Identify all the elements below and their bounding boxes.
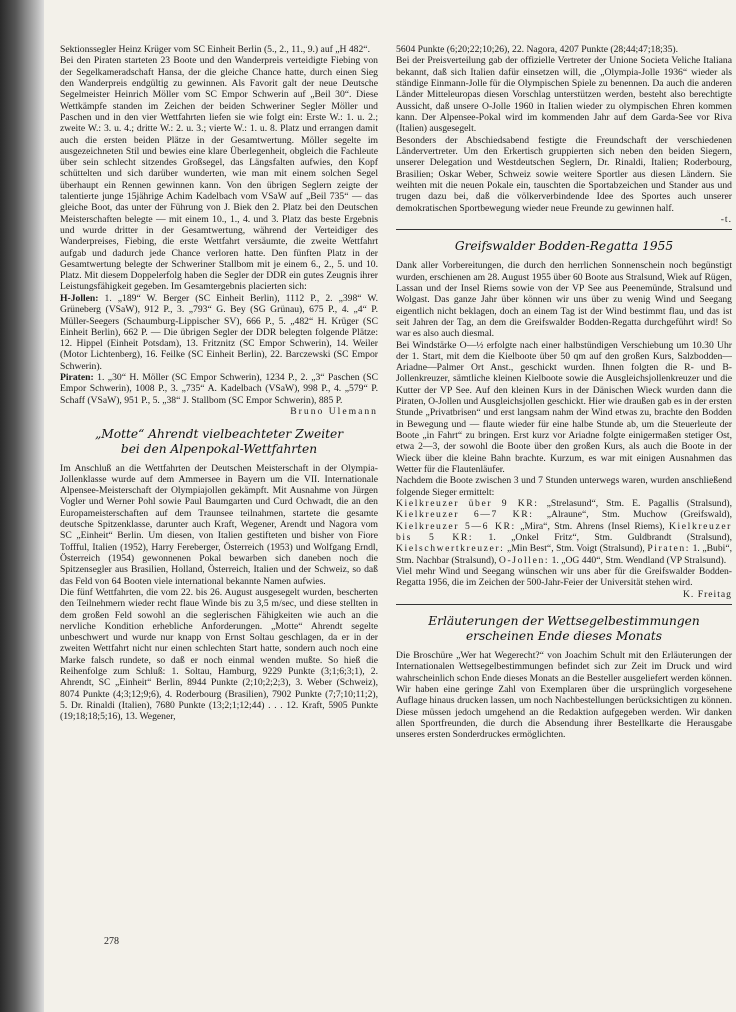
book-spine-shadow xyxy=(0,0,44,1012)
winners-list xyxy=(396,498,732,566)
winner-text: 1. „Onkel Fritz“, Stm. Guldbrandt (Stralsund), xyxy=(473,532,732,543)
winner-text: 1. „Bubi“, Stm. Nachbar (Stralsund), xyxy=(396,543,732,566)
class-label: Kielkreuzer über 9 KR: xyxy=(396,498,539,510)
author-signature: -t. xyxy=(720,214,732,226)
paragraph: Nachdem die Boote zwischen 3 und 7 Stunden unterwegs waren, wurden anschließend folgende Sieger ermittelt: xyxy=(396,475,732,498)
results-text: 1. „30“ H. Möller (SC Empor Schwerin), 1234 P., 2. „3“ Paschen (SC Empor Schwerin), 1008 P., 3. „735“ A. Kadelbach (VSaW), 998 P., 4. „579“ P. Schaff (VSaW), 951 P., 5. „38“ J. Stallbom (SC Empor Schwerin), 885 P. xyxy=(60,372,378,406)
results-piraten xyxy=(60,372,378,406)
article-heading-greifswald: Greifswalder Bodden-Regatta 1955 xyxy=(454,239,674,254)
paragraph: Bei den Piraten starteten 23 Boote und den Wanderpreis verteidigte Fiebing von der Segelkameradschaft Hansa, der die gleiche Chance hatte, durch einen Sieg den Wanderpreis endgültig zu gewinnen. Als Favorit galt der neue Deutsche Segelmeister Heinrich Möller vom SC Empor Schwerin auf „Beil 30“. Diese Wettkämpfe standen im Zeichen der beiden Schweriner Segler Möller und Paschen und in den vier Wettfahrten liefen sie wie folgt ein: Erste W.: 1. u. 2.; zweite W.: 3. u. 4.; dritte W.: 2. u. 3.; vierte W.: 1. u. 8. Platz und errangen damit auch die ersten beiden Plätze in der Gesamtwertung. Möller segelte im ausgezeichneten Stil und bewies eine klare Überlegenheit, obgleich die Fachleute über sein schlecht sitzendes Großsegel, das Längsfalten aufwies, den Kopf schüttelten und sich darüber wunderten, wie man mit einem solchen Segel überhaupt ein Rennen gewinnen kann. Von den übrigen Seglern zeigte der talentierte junge 15jährige Achim Kadelbach vom VSaW auf „Beil 735“ — das gleiche Boot, das unter der Führung von J. Biek den 2. Platz bei den Deutschen Meisterschaften belegte — mit einem 10., 1., 4. und 3. Platz das beste Ergebnis und wurde dritter in der Gesamtwertung, während der Verteidiger des Wanderpreises, Fiebing, die erste Wettfahrt versäumte, die zweite Wettfahrt aufgab und dadurch jede Chance verloren hatte. Den fünften Platz in der Gesamtwertung belegte der Schweriner Stallbom mit je einem 6., 2., 5. und 10. Platz. Mit diesem Doppelerfolg haben die Segler der DDR ein gutes Zeugnis ihrer Leistungsfähigkeit gegeben. Im Gesamtergebnis placierten sich: xyxy=(60,55,378,293)
author-signature: K. Freitag xyxy=(682,588,732,600)
section-divider xyxy=(396,604,732,605)
paragraph: Besonders der Abschiedsabend festigte die Freundschaft der verschiedenen Ländervertreter. Um den Erkertisch gruppierten sich neben den beiden Siegern, unserer Delegation und Westdeutschen Seglern, Dr. Rinaldi, Italien; Roderbourg, Brasilien; Oskar Weber, Schweiz sowie weitere Sportler aus diesen Ländern. Sie weihten mit die neuen Pokale ein, tauschten die Sportabzeichen und Stander aus und trugen dazu bei, daß die völkerverbindende Idee des Sportes auch unserer demokratischen Sportbewegung wieder neue Freunde zu gewinnen half. xyxy=(396,134,732,214)
heading-line: Erläuterungen der Wettsegelbestimmungen xyxy=(428,614,700,629)
article-heading-erlaeuterungen xyxy=(396,614,732,644)
class-label: O-Jollen: xyxy=(498,554,550,566)
heading-line: „Motte“ Ahrendt vielbeachteter Zweiter xyxy=(94,426,344,441)
paragraph: Viel mehr Wind und Seegang wünschen wir uns aber für die Greifswalder Bodden-Regatta 1956, die im Zeichen der 500-Jahr-Feier der Universität stehen wird. xyxy=(396,566,732,589)
author-signature: Bruno Ulemann xyxy=(290,406,378,418)
paragraph: Dank aller Vorbereitungen, die durch den herrlichen Sonnenschein noch begünstigt wurden, erschienen am 28. August 1955 über 60 Boote aus Stralsund, Wiek auf Rügen, Lassan und der Insel Riems sowie von der VP See aus Peenemünde, Stralsund und Wolgast. Das ganze Jahr über können wir uns über zu wenig Wind und Seegang eigentlich nicht beklagen, doch an einem Tag ist der Wind bestimmt flau, und das ist seit Jahren der Tag, an dem die Greifswalder Bodden-Regatta durchgeführt wird! So war es also auch diesmal. xyxy=(396,260,732,340)
paragraph: Sektionssegler Heinz Krüger vom SC Einheit Berlin (5., 2., 11., 9.) auf „H 482“. xyxy=(60,44,370,55)
class-label: Piraten: xyxy=(647,543,691,555)
class-label: Kielkreuzer 5—6 KR: xyxy=(396,520,516,532)
paragraph: Die fünf Wettfahrten, die vom 22. bis 26. August ausgesegelt wurden, bescherten den Teilnehmern wieder recht flaue Winde bis zu 3,5 m/sec, und diese stellten in dem großen Feld sowohl an die seglerischen Fähigkeiten wie auch an die nervliche Kondition erhebliche Anforderungen. „Motte“ Ahrendt segelte unbeschwert und wurde nur knapp von Ernst Soltau geschlagen, da er in der zweiten Wettfahrt nicht nur einen schlechten Start hatte, sondern auch noch eine Marke falsch rundete, so daß er noch einmal wenden mußte. So hieß die Reihenfolge zum Schluß: 1. Soltau, Hamburg, 9229 Punkte (3;1;6;3;1), 2. Ahrendt, SC „Einheit“ Berlin, 8944 Punkte (2;10;2;2;3), 3. Weber (Schweiz), 8074 Punkte (4;3;12;9;6), 4. Roderbourg (Brasilien), 7902 Punkte (7;7;10;11;2), 5. Dr. Rinaldi (Italien), 7680 Punkte (13;2;1;12;44) . . . 12. Kraft, 5905 Punkte (19;18;18;5;16), 13. Wegener, xyxy=(60,587,378,723)
left-column xyxy=(60,44,378,904)
results-h-jollen xyxy=(60,293,378,372)
winner-text: „Alraune“, Stm. Muchow (Greifswald), xyxy=(533,509,732,521)
paragraph: 5604 Punkte (6;20;22;10;26), 22. Nagora, 4207 Punkte (28;44;47;18;35). xyxy=(396,44,679,55)
heading-line: erscheinen Ende dieses Monats xyxy=(465,629,663,644)
winner-text: „Min Best“, Stm. Voigt (Stralsund), xyxy=(504,543,648,555)
winner-text: „Mira“, Stm. Ahrens (Insel Riems), xyxy=(515,520,669,532)
book-page xyxy=(44,0,736,1012)
section-divider xyxy=(396,229,732,230)
page-number: 278 xyxy=(104,936,119,947)
paragraph: Bei Windstärke O—½ erfolgte nach einer halbstündigen Verschiebung um 10.30 Uhr der 1. Start, mit dem die Kielboote über 50 qm auf den großen Kurs, Salzbodden—Ariadne—Palmer Ort Anst., geschickt wurden. Ihnen folgten die R- und B-Jollenkreuzer, sämtliche kleinen Kielboote sowie die Ausgleichsjollenkreuzer und die Kutter der VP See. Auf den kleinen Kurs in der Dänischen Wieck wurden dann die Piraten, O-Jollen und Ausgleichsjollen geschickt. Hier wie draußen gab es in der ersten Stunde „Privatbrisen“ und erst langsam nahm der Wind etwas zu, brachte den Bodden in Bewegung und — flaute wieder für eine halbe Stunde ab, um die Steuerleute der Boote „in Fahrt“ zu bringen. Erst kurz vor Ariadne folgte einigermaßen stetiger Ost, etwa 2—3, der sowohl die Boote über den großen Kurs, als auch die Boote in der Wieck über die kleine Bahn brachte. Kurzum, es war mit einigen Ausnahmen das Wetter für die Flautenläufer. xyxy=(396,339,732,475)
paragraph: Im Anschluß an die Wettfahrten der Deutschen Meisterschaft in der Olympia-Jollenklasse wurde auf dem Ammersee in Bayern um die VII. Internationale Alpensee-Meisterschaft der Olympiajollen gekämpft. Mit Ausnahme von Jürgen Vogler und Werner Pohl sowie Paul Baumgarten und Curd Ochwadt, die an den Europameisterschaften auf dem Traunsee teilnahmen, startete die gesamte deutsche Spitzenklasse, darunter auch Kraft, Wegener, Arendt und Nagora vom SC „Einheit“ Berlin. Um diesen, von Italien gestifteten und bisher von Fiore Toffful, Italien (1952), Harry Fereberger, Österreich (1953) und Wolfgang Erndl, Österreich (1954) gewonnenen Pokal bewarben sich daneben noch die Spitzensegler aus Brasilien, Holland, Österreich, Italien und der Schweiz, so daß das Feld von 64 Booten viele international bekannte Namen aufwies. xyxy=(60,462,378,587)
paragraph: Bei der Preisverteilung gab der offizielle Vertreter der Unione Societa Veliche Italiana bekannt, daß sich Italien dafür einsetzen will, die „Olympia-Jolle 1936“ wieder als ständige Einmann-Jolle für die Olympischen Spiele zu benennen. Da auch die anderen Länder Mitteleuropas diesen Vorschlag unterstützen werden, besteht also berechtigte Aussicht, daß unsere O-Jolle 1960 in Italien wieder zu olympischen Ehren kommen kann. Der Alpensee-Pokal wird im kommenden Jahr auf dem Garda-See vor Riva (Italien) ausgesegelt. xyxy=(396,55,732,135)
class-label: Kielkreuzer bis 5 KR: xyxy=(396,520,732,543)
class-label: Kielschwertkreuzer: xyxy=(396,543,505,555)
class-label: H-Jollen: xyxy=(60,292,99,304)
winner-text: 1. „OG 440“, Stm. Wendland (VP Stralsund). xyxy=(549,554,727,566)
paragraph: Die Broschüre „Wer hat Wegerecht?“ von Joachim Schult mit den Erläuterungen der Internationalen Wettsegelbestimmungen befindet sich zur Zeit im Druck und wird wahrscheinlich schon Ende dieses Monats an die Besteller ausgeliefert werden können. Wir haben eine geringe Zahl von Exemplaren über die ursprünglich vorgesehene Auflage hinaus drucken lassen, um noch Nachbestellungen berücksichtigen zu können. Diese müssen jedoch umgehend an die Redaktion aufgegeben werden. Wir danken allen Sportfreunden, die durch die Absendung ihrer Bestellkarte die Herausgabe unseres ersten Sonderdruckes ermöglichten. xyxy=(396,650,732,741)
right-column xyxy=(396,44,732,924)
article-heading-motte xyxy=(60,427,378,457)
heading-line: bei den Alpenpokal-Wettfahrten xyxy=(120,441,318,456)
class-label: Piraten: xyxy=(60,372,94,384)
results-text: 1. „189“ W. Berger (SC Einheit Berlin), 1112 P., 2. „398“ W. Grüneberg (VSaW), 912 P., 3. „793“ G. Bey (SG Grünau), 675 P., 4. „4“ P. Müller-Seegers (Schaumburg-Lippischer SV), 666 P., 5. „482“ H. Krüger (SC Einheit Berlin), 662 P. — Die übrigen Segler der DDR belegten folgende Plätze: 12. Hippel (Einheit Potsdam), 13. Fritznitz (SC Empor Schwerin), 14. Weiler (Motor Lichtenberg), 16. Feilke (SC Einheit Berlin), 22. Barczewski (SC Empor Schwerin). xyxy=(60,292,378,372)
class-label: Kielkreuzer 6—7 KR: xyxy=(396,509,534,521)
winner-text: „Strelasund“, Stm. E. Pagallis (Stralsund), xyxy=(538,498,732,510)
